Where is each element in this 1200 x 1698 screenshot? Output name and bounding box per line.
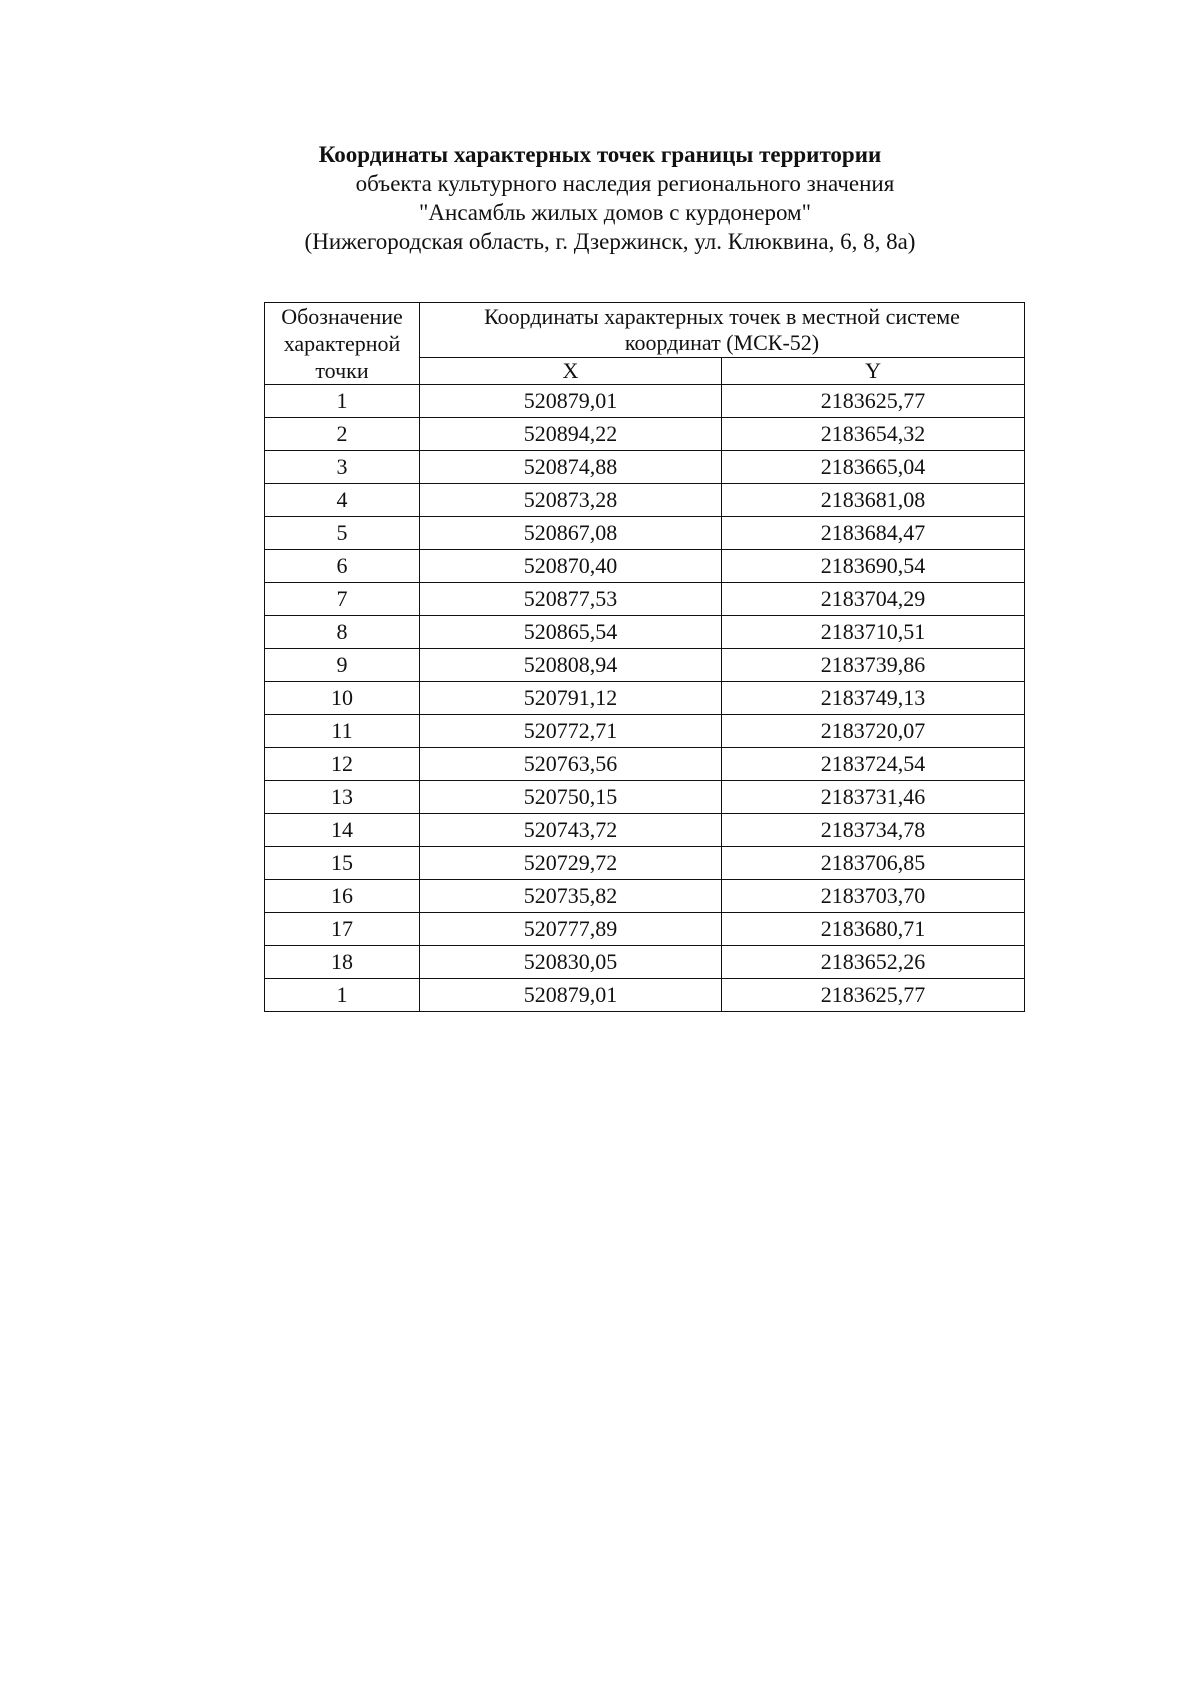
cell-y: 2183681,08 bbox=[722, 484, 1025, 517]
cell-x: 520877,53 bbox=[420, 583, 722, 616]
table-row bbox=[265, 847, 1025, 880]
cell-point: 17 bbox=[265, 913, 420, 946]
cell-x: 520873,28 bbox=[420, 484, 722, 517]
cell-y: 2183690,54 bbox=[722, 550, 1025, 583]
cell-y: 2183625,77 bbox=[722, 979, 1025, 1012]
cell-y: 2183734,78 bbox=[722, 814, 1025, 847]
table-row bbox=[265, 781, 1025, 814]
cell-point: 15 bbox=[265, 847, 420, 880]
cell-x: 520791,12 bbox=[420, 682, 722, 715]
cell-point: 1 bbox=[265, 979, 420, 1012]
cell-y: 2183724,54 bbox=[722, 748, 1025, 781]
cell-y: 2183710,51 bbox=[722, 616, 1025, 649]
table-row bbox=[265, 748, 1025, 781]
cell-x: 520735,82 bbox=[420, 880, 722, 913]
coordinates-table bbox=[264, 302, 1025, 1012]
cell-point: 9 bbox=[265, 649, 420, 682]
cell-y: 2183704,29 bbox=[722, 583, 1025, 616]
table-row bbox=[265, 451, 1025, 484]
title-line-2: объекта культурного наследия регионального значения bbox=[355, 171, 895, 196]
cell-x: 520777,89 bbox=[420, 913, 722, 946]
header-group-line-2: координат (МСК-52) bbox=[624, 330, 820, 355]
cell-point: 3 bbox=[265, 451, 420, 484]
cell-point: 18 bbox=[265, 946, 420, 979]
table-row bbox=[265, 979, 1025, 1012]
header-group-line-1: Координаты характерных точек в местной системе bbox=[484, 304, 960, 329]
cell-x: 520808,94 bbox=[420, 649, 722, 682]
title-line-4: (Нижегородская область, г. Дзержинск, ул. Клюквина, 6, 8, 8а) bbox=[304, 229, 916, 254]
header-coordinates-group bbox=[420, 303, 1025, 358]
cell-x: 520830,05 bbox=[420, 946, 722, 979]
cell-x: 520729,72 bbox=[420, 847, 722, 880]
header-point-line-1: Обозначение bbox=[281, 304, 403, 329]
cell-y: 2183749,13 bbox=[722, 682, 1025, 715]
cell-y: 2183720,07 bbox=[722, 715, 1025, 748]
cell-point: 12 bbox=[265, 748, 420, 781]
cell-y: 2183665,04 bbox=[722, 451, 1025, 484]
header-point-line-2: характерной bbox=[283, 331, 401, 356]
cell-y: 2183739,86 bbox=[722, 649, 1025, 682]
table-row bbox=[265, 946, 1025, 979]
cell-y: 2183654,32 bbox=[722, 418, 1025, 451]
cell-y: 2183684,47 bbox=[722, 517, 1025, 550]
table-body bbox=[265, 385, 1025, 1012]
table-row bbox=[265, 385, 1025, 418]
table-row bbox=[265, 484, 1025, 517]
table-row bbox=[265, 517, 1025, 550]
title-line-1: Координаты характерных точек границы территории bbox=[318, 142, 882, 167]
cell-point: 2 bbox=[265, 418, 420, 451]
cell-y: 2183706,85 bbox=[722, 847, 1025, 880]
cell-x: 520865,54 bbox=[420, 616, 722, 649]
cell-point: 1 bbox=[265, 385, 420, 418]
table-row bbox=[265, 814, 1025, 847]
cell-point: 5 bbox=[265, 517, 420, 550]
table-header-row bbox=[265, 303, 1025, 358]
cell-x: 520870,40 bbox=[420, 550, 722, 583]
table-row bbox=[265, 880, 1025, 913]
cell-y: 2183652,26 bbox=[722, 946, 1025, 979]
header-point-designation bbox=[265, 303, 420, 385]
cell-x: 520874,88 bbox=[420, 451, 722, 484]
cell-point: 11 bbox=[265, 715, 420, 748]
table-row bbox=[265, 649, 1025, 682]
cell-x: 520879,01 bbox=[420, 979, 722, 1012]
cell-x: 520750,15 bbox=[420, 781, 722, 814]
cell-point: 4 bbox=[265, 484, 420, 517]
header-point-line-3: точки bbox=[315, 358, 369, 383]
table-row bbox=[265, 616, 1025, 649]
cell-point: 14 bbox=[265, 814, 420, 847]
title-line-3: "Ансамбль жилых домов с курдонером" bbox=[419, 200, 811, 225]
cell-point: 8 bbox=[265, 616, 420, 649]
table-row bbox=[265, 682, 1025, 715]
cell-y: 2183731,46 bbox=[722, 781, 1025, 814]
cell-x: 520763,56 bbox=[420, 748, 722, 781]
cell-x: 520879,01 bbox=[420, 385, 722, 418]
cell-y: 2183625,77 bbox=[722, 385, 1025, 418]
table-row bbox=[265, 550, 1025, 583]
cell-y: 2183680,71 bbox=[722, 913, 1025, 946]
cell-point: 16 bbox=[265, 880, 420, 913]
table-row bbox=[265, 583, 1025, 616]
cell-x: 520743,72 bbox=[420, 814, 722, 847]
header-x: X bbox=[420, 358, 722, 385]
table-row bbox=[265, 418, 1025, 451]
header-y: Y bbox=[722, 358, 1025, 385]
cell-point: 10 bbox=[265, 682, 420, 715]
table-row bbox=[265, 715, 1025, 748]
table-row bbox=[265, 913, 1025, 946]
cell-x: 520894,22 bbox=[420, 418, 722, 451]
cell-point: 13 bbox=[265, 781, 420, 814]
cell-point: 6 bbox=[265, 550, 420, 583]
cell-x: 520772,71 bbox=[420, 715, 722, 748]
cell-y: 2183703,70 bbox=[722, 880, 1025, 913]
document-title bbox=[0, 140, 1200, 256]
cell-x: 520867,08 bbox=[420, 517, 722, 550]
cell-point: 7 bbox=[265, 583, 420, 616]
